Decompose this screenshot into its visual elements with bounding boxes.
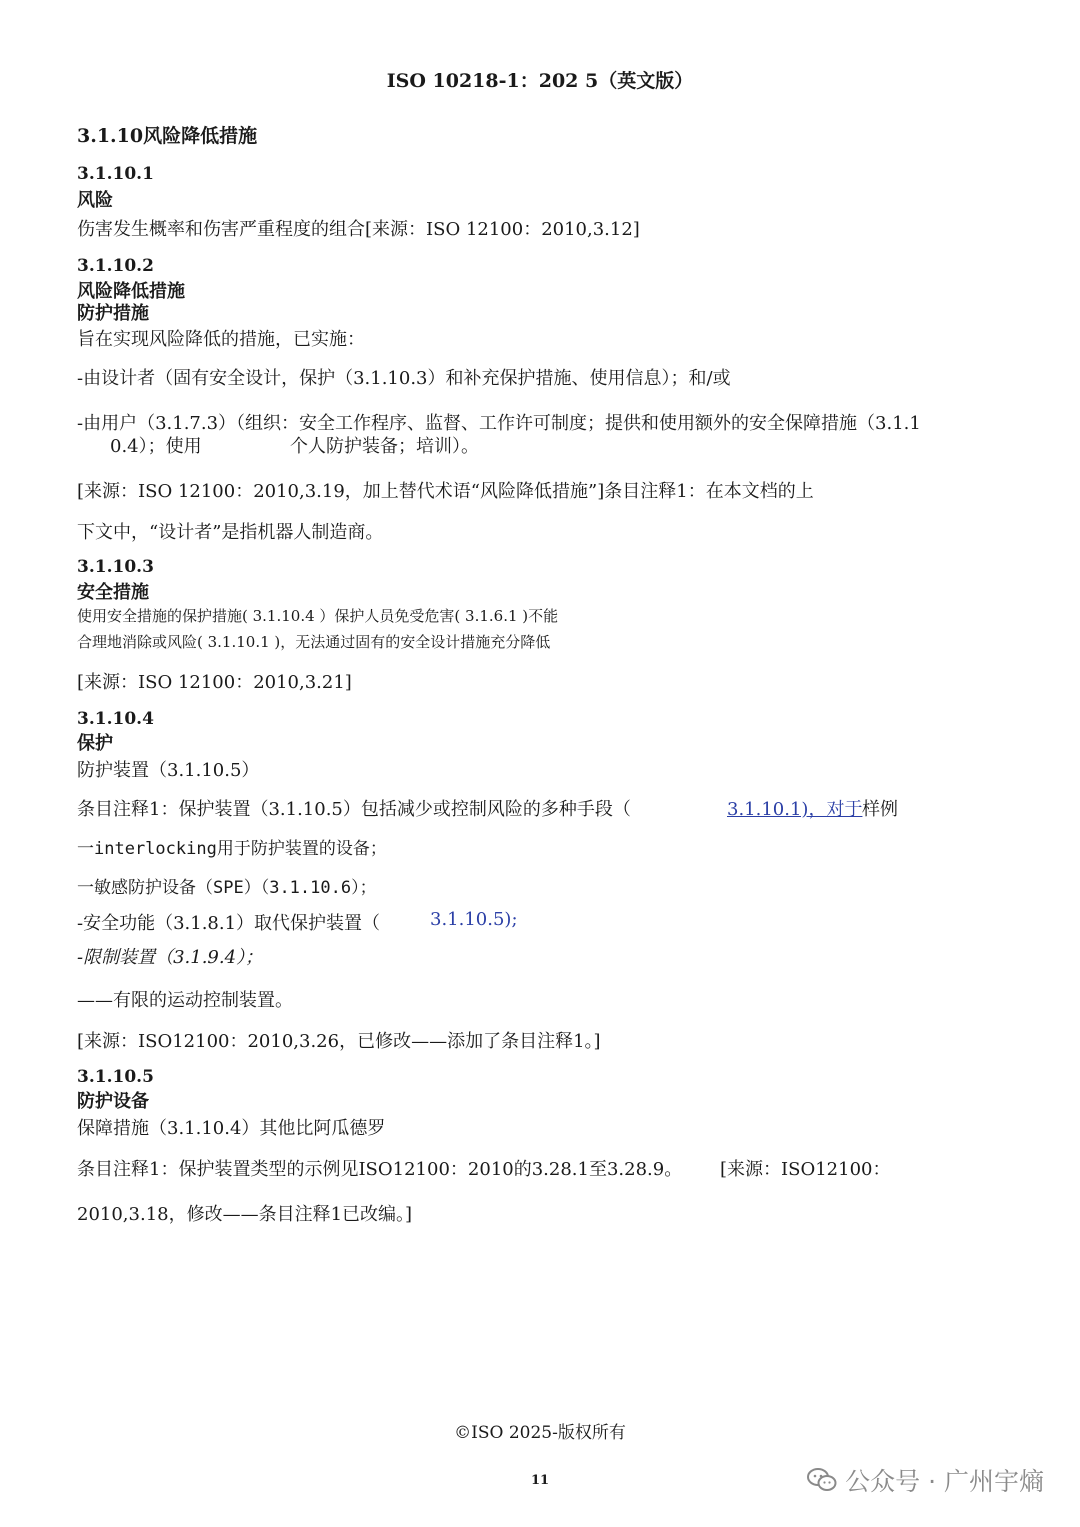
source-note: [来源：ISO 12100：2010,3.19，加上替代术语“风险降低措施”]条目注释1：在本文档的上 [77, 481, 814, 502]
entry-definition: 使用安全措施的保护措施( 3.1.10.4 ）保护人员免受危害( 3.1.6.1 )不能 [77, 607, 559, 625]
list-item: -由设计者（固有安全设计，保护（3.1.10.3）和补充保护措施、使用信息）；和/或 [77, 368, 731, 389]
entry-number: 3.1.10.4 [77, 709, 154, 729]
document-header: ISO 10218-1：202 5（英文版） [386, 70, 694, 92]
entry-definition: 保障措施（3.1.10.4）其他比阿瓜德罗 [77, 1118, 386, 1139]
entry-note: 条目注释1：保护装置（3.1.10.5）包括减少或控制风险的多种手段（ [77, 799, 631, 820]
entry-definition: 伤害发生概率和伤害严重程度的组合[来源：ISO 12100：2010,3.12] [77, 219, 640, 240]
source-note: 2010,3.18，修改——条目注释1已改编。] [77, 1204, 413, 1225]
cross-reference: 3.1.10.5); [430, 909, 518, 930]
list-item: -由用户（3.1.7.3）（组织：安全工作程序、监督、工作许可制度；提供和使用额外的安全保障措施（3.1.1 [77, 413, 921, 434]
entry-term: 安全措施 [77, 582, 149, 603]
source-note: [来源：ISO12100：2010,3.26，已修改——添加了条目注释1。] [77, 1031, 601, 1052]
example-item: 一interlocking用于防护装置的设备； [77, 839, 387, 859]
entry-number: 3.1.10.2 [77, 256, 154, 276]
watermark-text: 公众号 · 广州宇熵 [845, 1467, 1044, 1496]
entry-number: 3.1.10.3 [77, 557, 154, 577]
entry-note: 条目注释1：保护装置类型的示例见ISO12100：2010的3.28.1至3.28.9。 [77, 1159, 683, 1180]
list-item-continuation: 个人防护装备；培训）。 [290, 436, 479, 457]
list-item-continuation: 0.4）；使用 [110, 436, 202, 457]
example-item: ——有限的运动控制装置。 [77, 990, 293, 1011]
entry-definition: 旨在实现风险降低的措施，已实施： [77, 329, 365, 350]
wechat-icon [807, 1467, 837, 1493]
section-title: 3.1.10风险降低措施 [77, 125, 258, 147]
copyright-footer: ©ISO 2025-版权所有 [454, 1423, 626, 1443]
entry-admitted-term: 防护措施 [77, 303, 149, 324]
source-note: 下文中，“设计者”是指机器人制造商。 [77, 522, 384, 543]
entry-definition: 防护装置（3.1.10.5） [77, 760, 260, 781]
example-item: -限制装置（3.1.9.4）； [77, 947, 264, 968]
example-item: 一敏感防护设备（SPE）（3.1.10.6）； [77, 878, 377, 898]
entry-term: 风险 [77, 190, 113, 211]
entry-term: 保护 [77, 733, 113, 754]
source-note: [来源：ISO 12100：2010,3.21] [77, 672, 352, 693]
source-note: [来源：ISO12100： [720, 1159, 891, 1180]
entry-number: 3.1.10.5 [77, 1067, 154, 1087]
watermark [807, 1462, 1044, 1498]
entry-term: 防护设备 [77, 1091, 149, 1112]
entry-definition: 合理地消除或风险( 3.1.10.1 )，无法通过固有的安全设计措施充分降低 [77, 633, 551, 651]
cross-reference-link[interactable]: 3.1.10.1)，对于 [727, 799, 863, 820]
example-item: -安全功能（3.1.8.1）取代保护装置（ [77, 913, 381, 934]
entry-number: 3.1.10.1 [77, 164, 154, 184]
page-number: 11 [530, 1473, 550, 1488]
entry-term: 风险降低措施 [77, 281, 185, 302]
entry-note: 样例 [862, 799, 898, 820]
